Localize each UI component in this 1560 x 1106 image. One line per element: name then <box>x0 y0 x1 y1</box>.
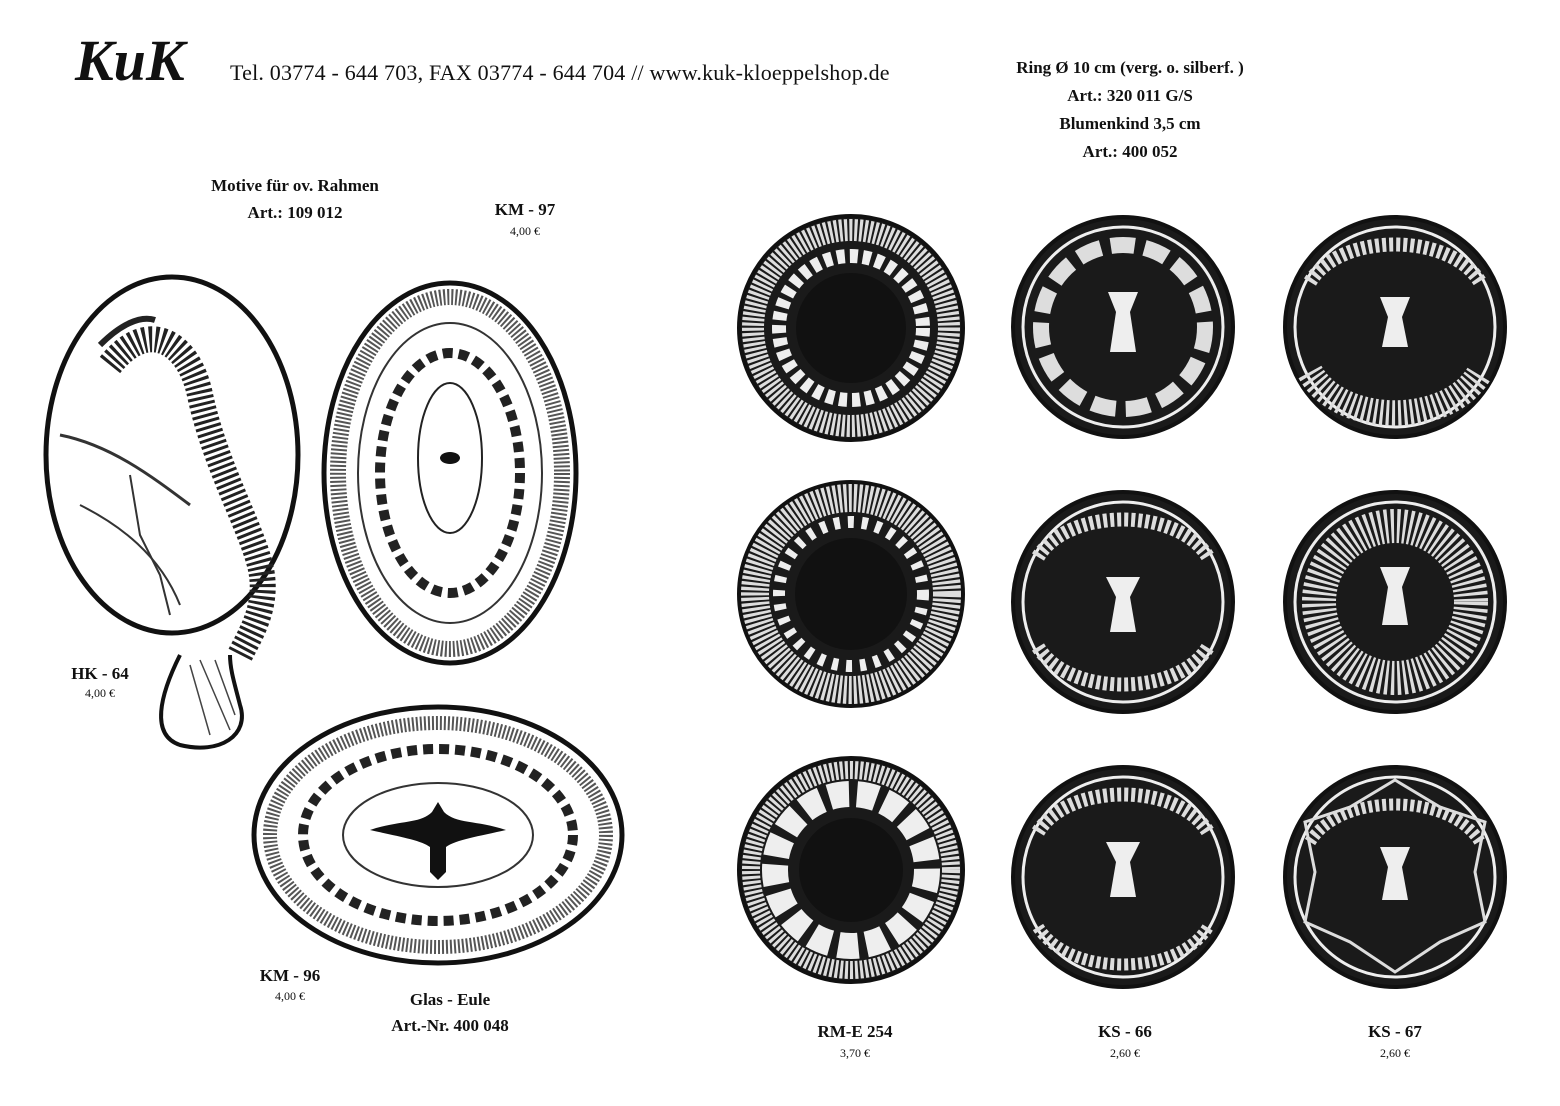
km96-owl-oval <box>250 702 630 968</box>
ks67-lace-circle-3 <box>1280 762 1510 992</box>
km96-code: KM - 96 <box>259 966 321 985</box>
ks67-lace-circle-1 <box>1280 212 1510 442</box>
ks66-lace-circle-2 <box>1008 487 1238 717</box>
rme254-price: 3,70 € <box>840 1046 870 1060</box>
hk64-price: 4,00 € <box>85 686 115 700</box>
ks67-price: 2,60 € <box>1380 1046 1410 1060</box>
rme-lace-circle-2 <box>735 478 967 710</box>
kuk-logo <box>70 28 220 98</box>
ks67-lace-circle-2 <box>1280 487 1510 717</box>
ring-size-line: Ring Ø 10 cm (verg. o. silberf. ) <box>1016 58 1244 77</box>
ks66-lace-circle-1 <box>1008 212 1238 442</box>
km97-lace-oval <box>320 278 580 668</box>
ks66-price: 2,60 € <box>1110 1046 1140 1060</box>
km97-price: 4,00 € <box>510 224 540 238</box>
ks66-lace-circle-3 <box>1008 762 1238 992</box>
svg-text:KuK: KuK <box>75 28 185 93</box>
ring-art-line: Art.: 320 011 G/S <box>1067 86 1193 105</box>
oval-motif-title: Motive für ov. Rahmen <box>211 176 379 195</box>
ks67-code: KS - 67 <box>1368 1022 1422 1041</box>
oval-motif-art: Art.: 109 012 <box>247 203 343 222</box>
glas-eule-art: Art.-Nr. 400 048 <box>391 1016 509 1035</box>
hk64-code: HK - 64 <box>71 664 129 683</box>
glas-eule-title: Glas - Eule <box>409 990 491 1009</box>
km97-code: KM - 97 <box>494 200 556 219</box>
ks66-code: KS - 66 <box>1098 1022 1152 1041</box>
rme254-code: RM-E 254 <box>817 1022 893 1041</box>
km96-price: 4,00 € <box>275 989 305 1003</box>
flowerchild-art-line: Art.: 400 052 <box>1082 142 1178 161</box>
rme-lace-circle-3 <box>735 754 967 986</box>
rme-lace-circle-1 <box>735 212 967 444</box>
contact-line: Tel. 03774 - 644 703, FAX 03774 - 644 704 // www.kuk-kloeppelshop.de <box>230 60 890 85</box>
flowerchild-line: Blumenkind 3,5 cm <box>1059 114 1201 133</box>
